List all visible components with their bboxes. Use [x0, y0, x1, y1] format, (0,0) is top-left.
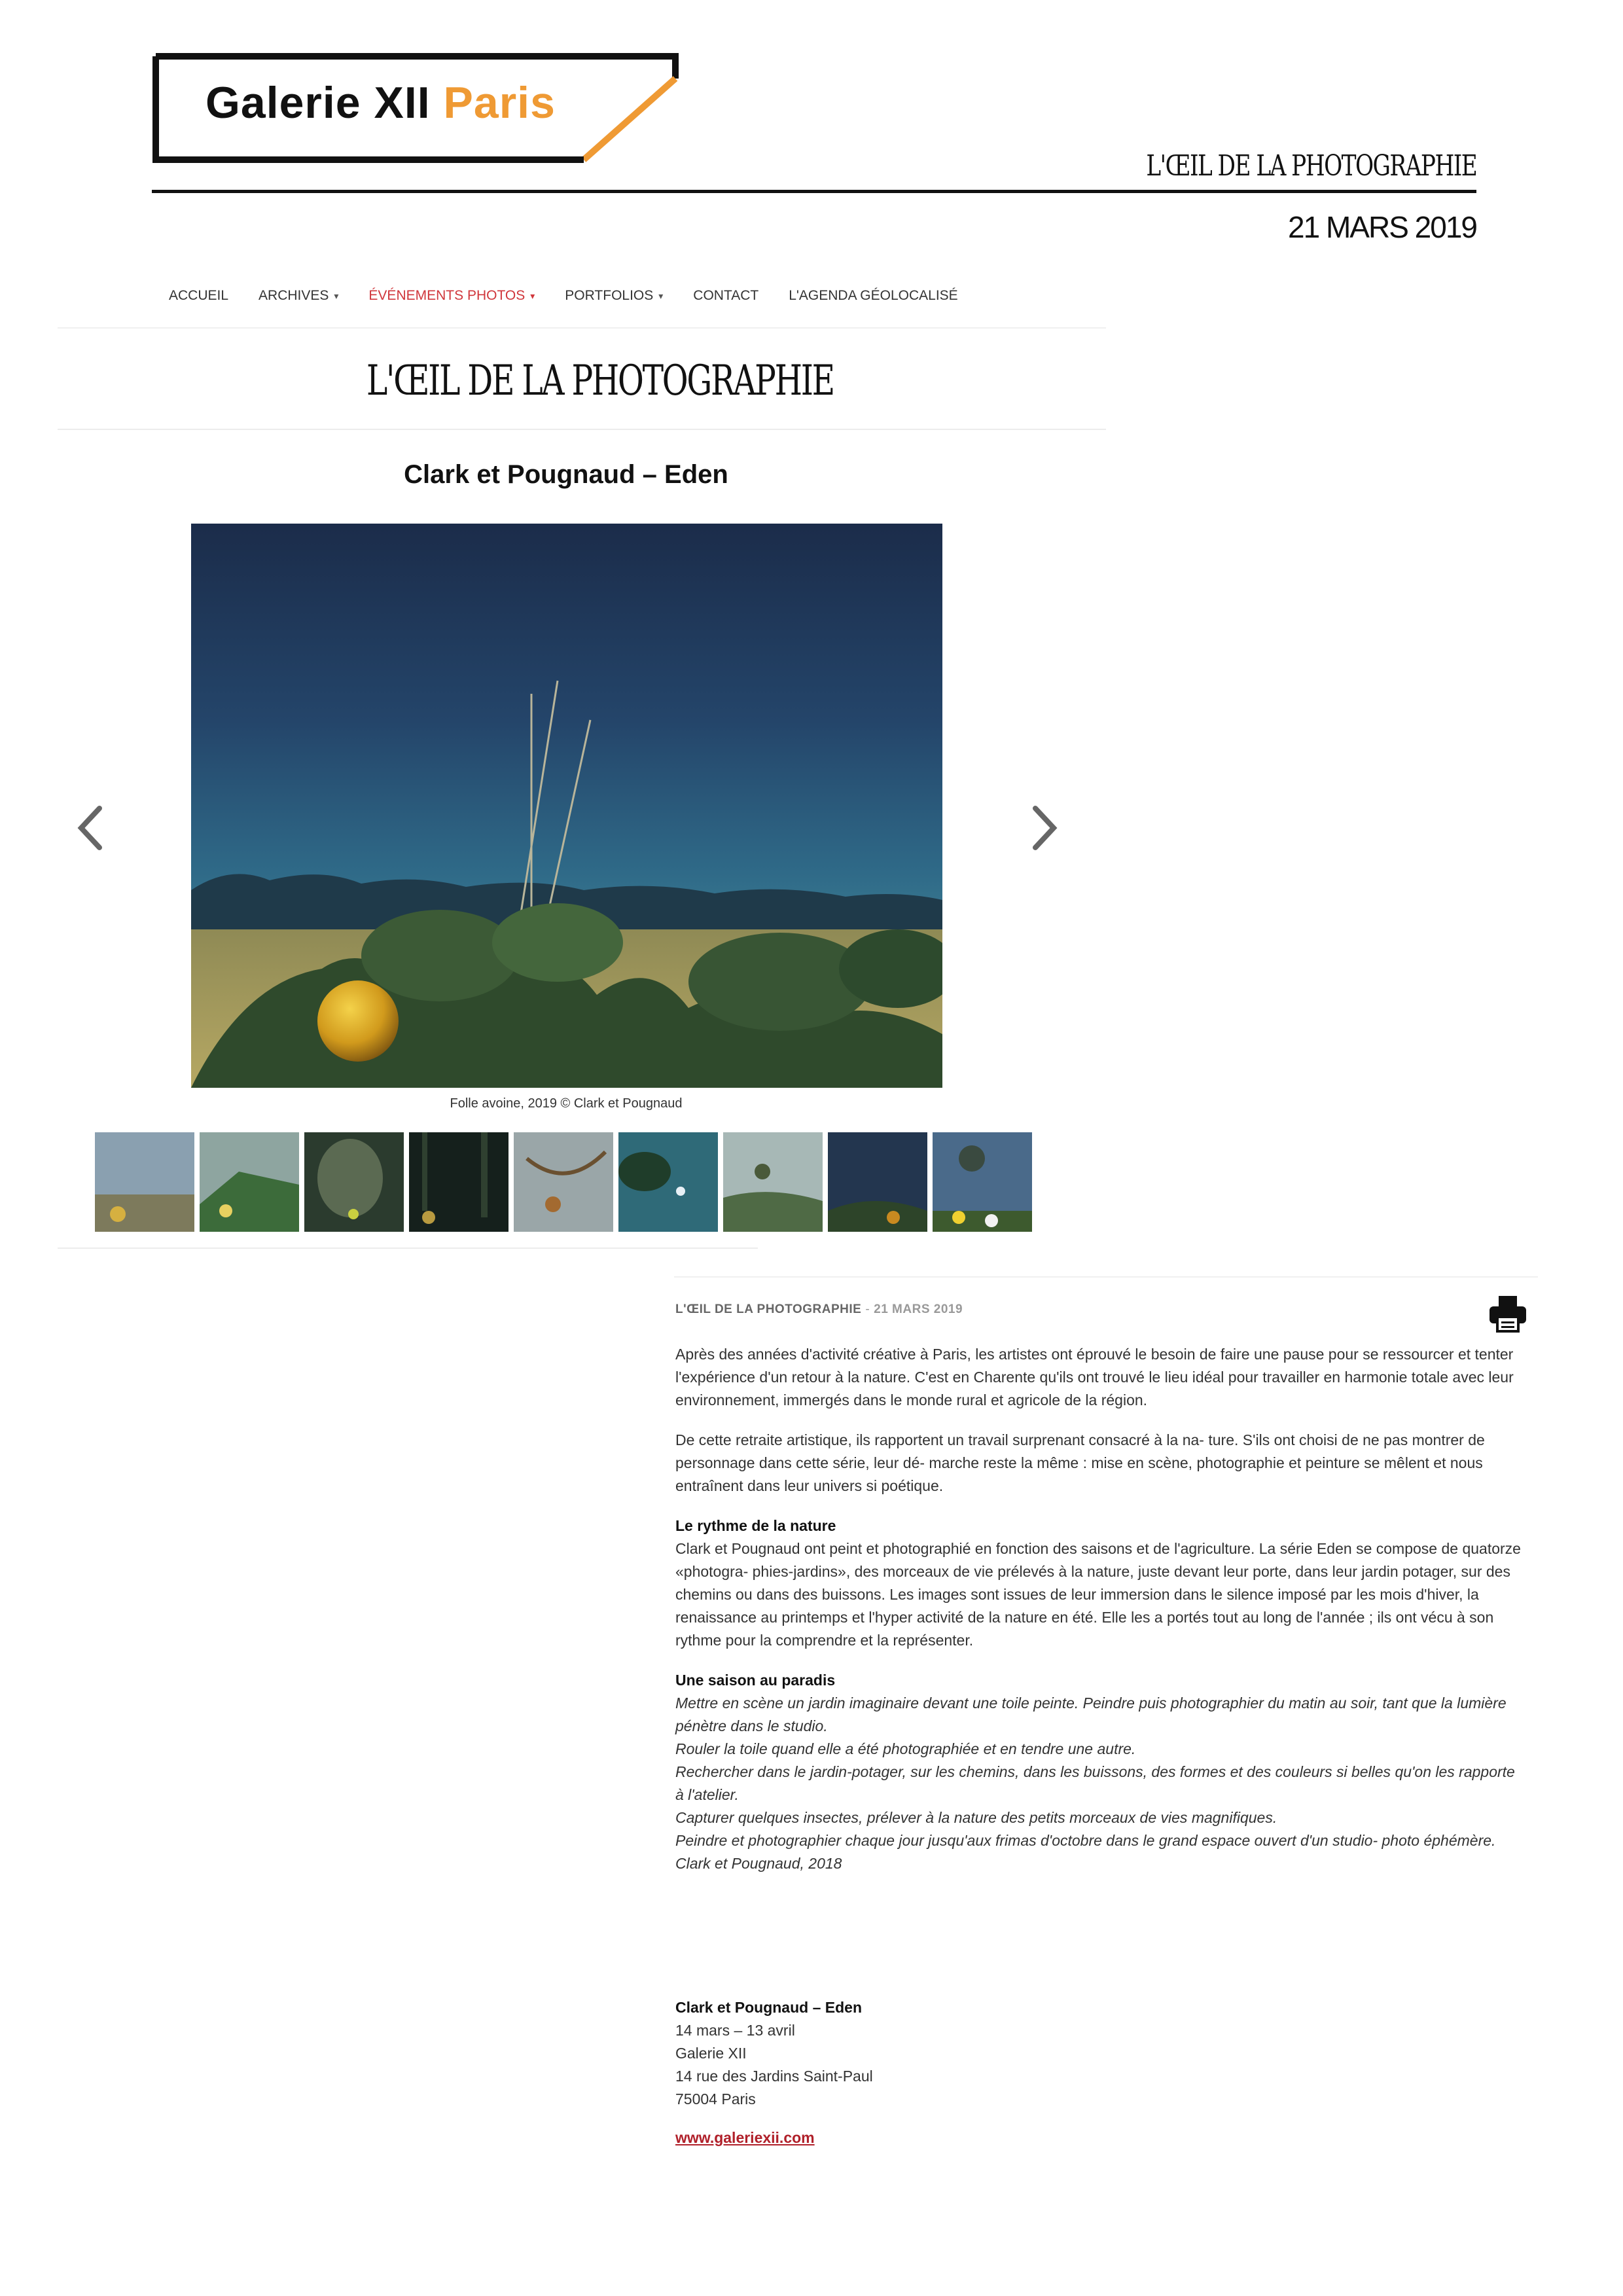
article-title: Clark et Pougnaud – Eden [404, 460, 728, 489]
header-divider [152, 190, 1476, 193]
publication-date: 21 MARS 2019 [1288, 210, 1476, 244]
thumbnail[interactable] [95, 1132, 194, 1232]
chevron-down-icon: ▾ [658, 290, 664, 301]
slider-main-photo[interactable] [191, 524, 942, 1088]
chevron-right-icon[interactable] [1025, 802, 1064, 854]
site-logo[interactable]: L'ŒIL DE LA PHOTOGRAPHIE [366, 357, 834, 405]
thumbnail[interactable] [618, 1132, 718, 1232]
nav-item-portfolios[interactable]: PORTFOLIOS ▾ [565, 288, 664, 303]
exhibition-info [675, 1996, 1526, 2149]
thumbnail[interactable] [933, 1132, 1032, 1232]
poem-line: Peindre et photographier chaque jour jusqu'aux frimas d'octobre dans le grand espace ouvert d'un studio- photo éphémère. [675, 1832, 1496, 1849]
thumbnail[interactable] [304, 1132, 404, 1232]
nav-item-agenda[interactable]: L'AGENDA GÉOLOCALISÉ [789, 288, 958, 303]
thumbnail[interactable] [200, 1132, 299, 1232]
article-divider [674, 1276, 1538, 1278]
venue-name: Galerie XII [675, 2045, 747, 2062]
gallery-website-link[interactable]: www.galeriexii.com [675, 2129, 815, 2146]
chevron-down-icon: ▾ [334, 290, 339, 301]
thumbnail[interactable] [828, 1132, 927, 1232]
photo-folle-avoine [191, 524, 942, 1088]
section-heading: Le rythme de la nature [675, 1517, 836, 1534]
exhibition-title: Clark et Pougnaud – Eden [675, 1999, 862, 2016]
poem-line: Rechercher dans le jardin-potager, sur les chemins, dans les buissons, des formes et des couleurs si belles qu'on les rapporte à l'atelier. [675, 1763, 1515, 1803]
article-byline: L'ŒIL DE LA PHOTOGRAPHIE - 21 MARS 2019 [675, 1302, 963, 1316]
brand-divider [58, 429, 1106, 430]
thumbnail[interactable] [409, 1132, 508, 1232]
poem-line: Rouler la toile quand elle a été photographiée et en tendre une autre. [675, 1740, 1136, 1757]
article-paragraph: De cette retraite artistique, ils rapportent un travail surprenant consacré à la na- ture. S'ils ont choisi de ne pas montrer de personnage dans cette série, leur dé- marche reste la même : mise en scène, photographie et peinture se mêlent et nous entraînent dans leur univers si poétique. [675, 1431, 1485, 1494]
poem-signature: Clark et Pougnaud, 2018 [675, 1855, 842, 1872]
publication-name: L'ŒIL DE LA PHOTOGRAPHIE [1146, 149, 1476, 183]
article-body [675, 1343, 1526, 1875]
nav-divider [58, 327, 1106, 329]
logo-text: Galerie XII Paris [205, 78, 556, 128]
thumbnail[interactable] [514, 1132, 613, 1232]
venue-street: 14 rue des Jardins Saint-Paul [675, 2068, 873, 2085]
photo-caption: Folle avoine, 2019 © Clark et Pougnaud [450, 1096, 683, 1111]
nav-item-accueil[interactable]: ACCUEIL [169, 288, 229, 303]
printer-icon[interactable] [1488, 1295, 1527, 1333]
venue-city: 75004 Paris [675, 2090, 756, 2108]
exhibition-dates: 14 mars – 13 avril [675, 2022, 795, 2039]
thumbnail[interactable] [723, 1132, 823, 1232]
article-paragraph: Après des années d'activité créative à Paris, les artistes ont éprouvé le besoin de faire une pause pour se ressourcer et tenter l'expérience d'un retour à la nature. C'est en Charente qu'ils ont trouvé le lieu idéal pour travailler en harmonie totale avec leur environnement, immergés dans le monde rural et agricole de la région. [675, 1346, 1514, 1408]
poem-line: Mettre en scène un jardin imaginaire devant une toile peinte. Peindre puis photographier du matin au soir, tant que la lumière pénètre dans le studio. [675, 1695, 1507, 1734]
chevron-down-icon: ▾ [530, 290, 535, 301]
section-text: Clark et Pougnaud ont peint et photographié en fonction des saisons et de l'agriculture. La série Eden se compose de quatorze «photogra- phies-jardins», des morceaux de vie prélevés à la nature, juste devant leur porte, dans leur jardin potager, sur des chemins ou dans des buissons. Les images sont issues de leur immersion dans le silence imposé par les mois d'hiver, la renaissance au printemps et l'hyper activité de la nature en été. Elle les a portés tout au long de l'année ; ils ont vécu à son rythme pour la comprendre et la représenter. [675, 1540, 1521, 1649]
thumbnail-strip [95, 1132, 1032, 1232]
nav-item-evenements-photos[interactable]: ÉVÉNEMENTS PHOTOS ▾ [368, 288, 535, 303]
chevron-left-icon[interactable] [71, 802, 110, 854]
nav-item-archives[interactable]: ARCHIVES ▾ [259, 288, 339, 303]
section-heading: Une saison au paradis [675, 1672, 836, 1689]
gallery-divider [58, 1247, 758, 1249]
gallery-logo[interactable] [152, 52, 679, 164]
main-nav [169, 288, 988, 304]
poem-line: Capturer quelques insectes, prélever à la nature des petits morceaux de vies magnifiques. [675, 1809, 1277, 1826]
nav-item-contact[interactable]: CONTACT [693, 288, 759, 303]
